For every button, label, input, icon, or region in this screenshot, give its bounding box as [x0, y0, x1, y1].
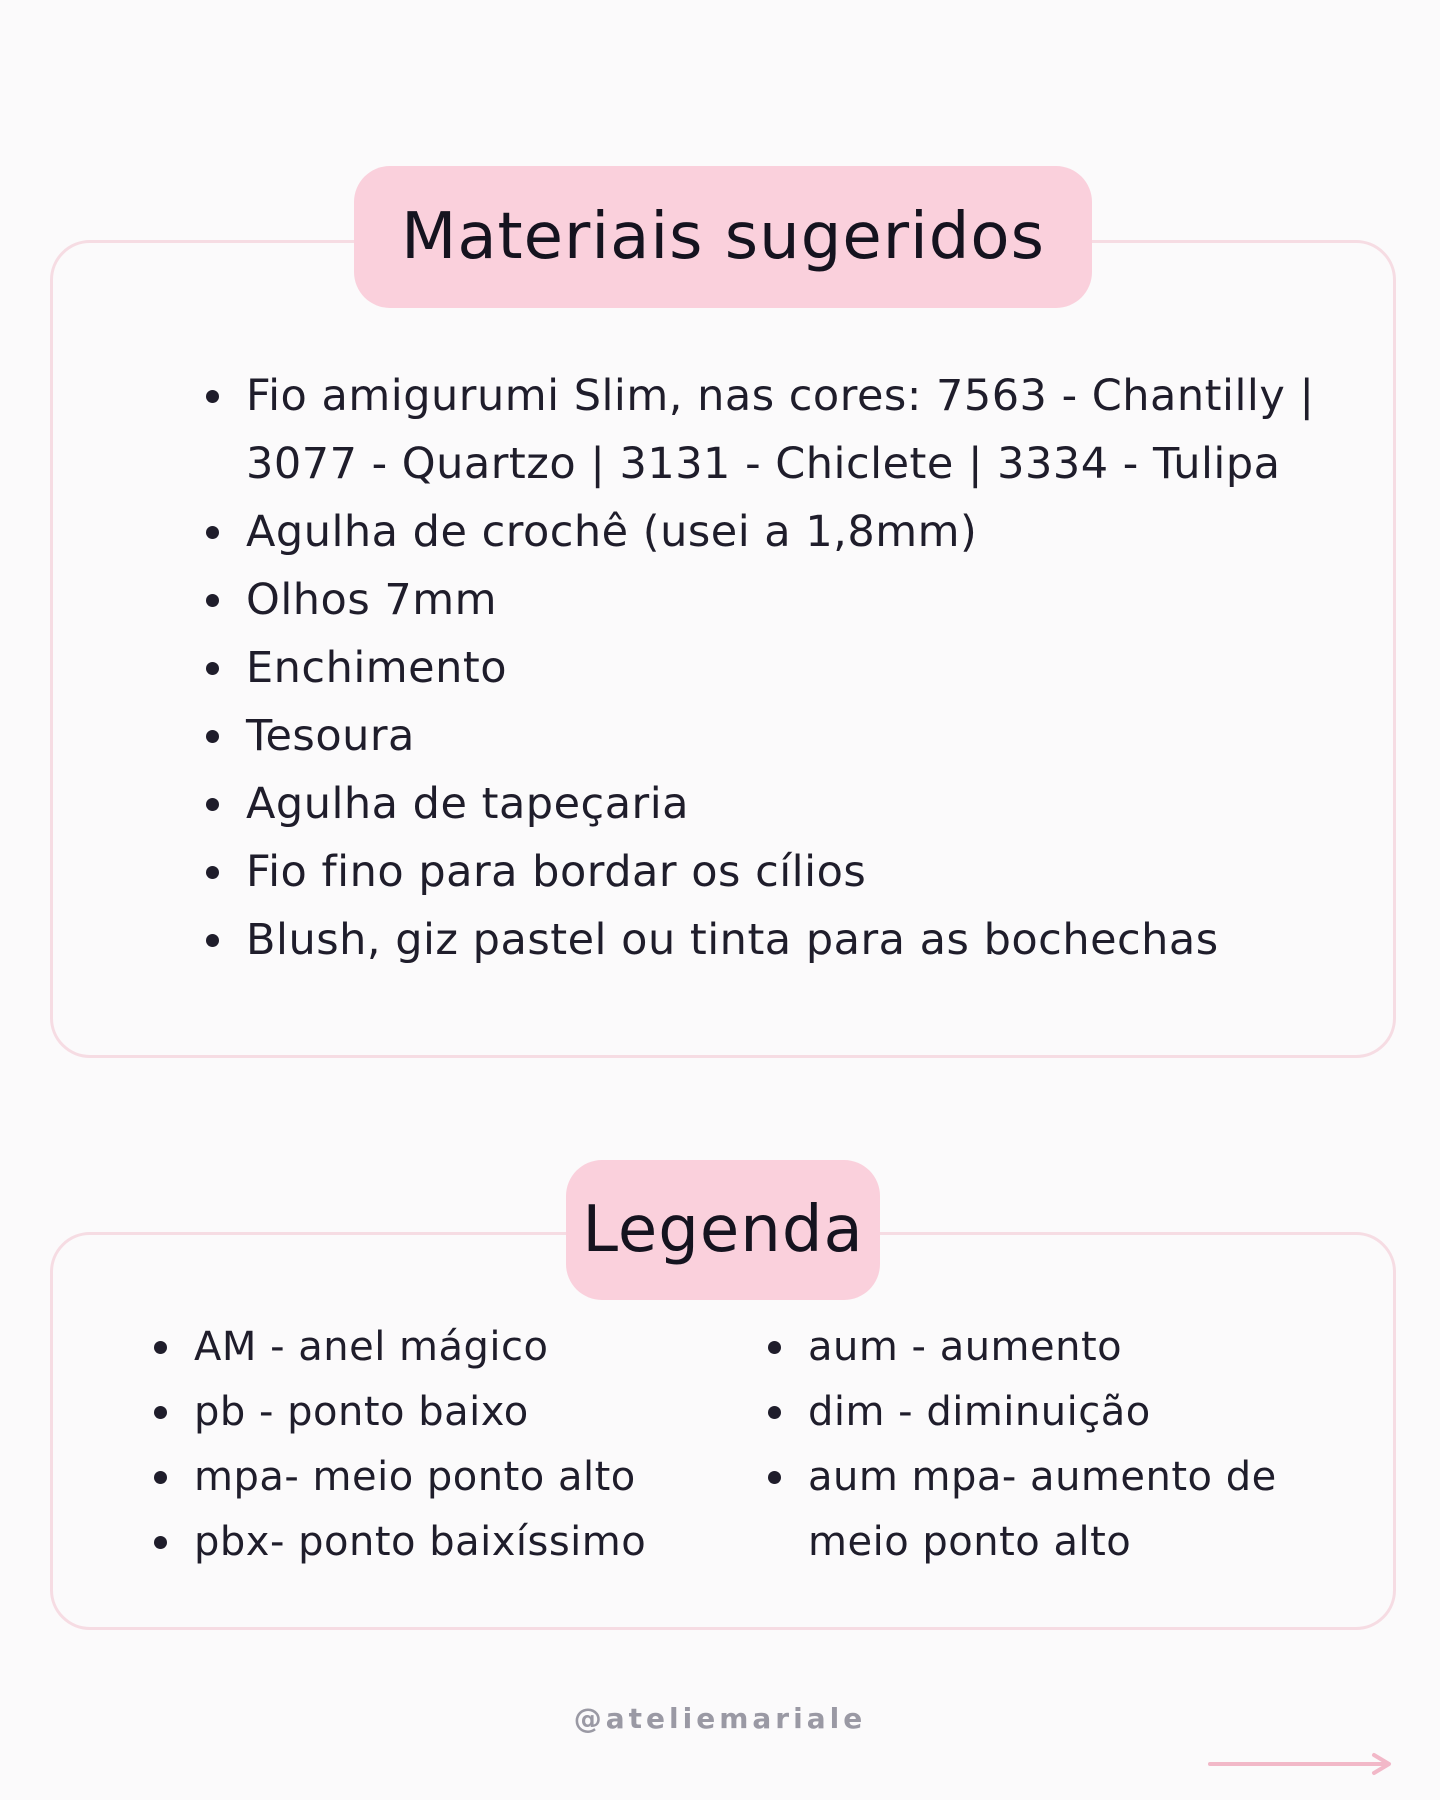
materials-title: Materiais sugeridos — [354, 166, 1092, 308]
legend-item: mpa- meio ponto alto — [148, 1445, 708, 1510]
list-item: Tesoura — [200, 702, 1320, 770]
list-item: Enchimento — [200, 634, 1320, 702]
legend-item: pbx- ponto baixíssimo — [148, 1510, 708, 1575]
legend-item: aum mpa- aumento de meio ponto alto — [762, 1445, 1362, 1575]
legend-title: Legenda — [566, 1160, 880, 1300]
instagram-handle: @ateliemariale — [573, 1702, 867, 1735]
arrow-right-icon[interactable] — [1208, 1752, 1394, 1776]
legend-left-column — [148, 1315, 708, 1575]
list-item: Blush, giz pastel ou tinta para as bochechas — [200, 906, 1320, 974]
materials-list — [200, 362, 1320, 974]
list-item: Olhos 7mm — [200, 566, 1320, 634]
legend-item: AM - anel mágico — [148, 1315, 708, 1380]
list-item: Agulha de tapeçaria — [200, 770, 1320, 838]
legend-right-column — [762, 1315, 1362, 1575]
legend-item: pb - ponto baixo — [148, 1380, 708, 1445]
list-item: Fio fino para bordar os cílios — [200, 838, 1320, 906]
list-item: Agulha de crochê (usei a 1,8mm) — [200, 498, 1320, 566]
legend-item: dim - diminuição — [762, 1380, 1362, 1445]
list-item: Fio amigurumi Slim, nas cores: 7563 - Chantilly | 3077 - Quartzo | 3131 - Chiclete | 3334 - Tulipa — [200, 362, 1320, 498]
legend-item: aum - aumento — [762, 1315, 1362, 1380]
